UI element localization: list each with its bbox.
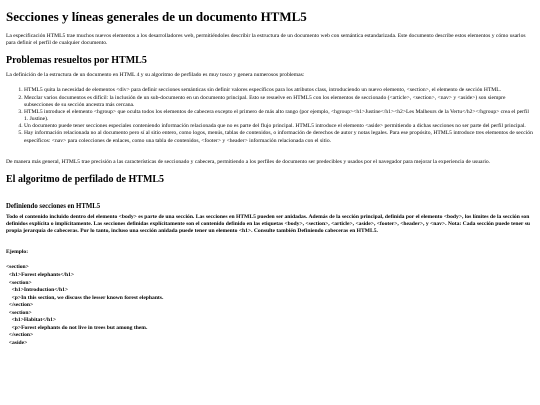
spacer <box>6 191 534 203</box>
example-label: Ejemplo: <box>6 249 29 256</box>
sections-body: Todo el contenido incluido dentro del elemento <body> es parte de una sección. Las secciones en HTML5 pueden ser anidadas. Además de la sección principal, definida por el elemento <body>, los límites de la sección son definidos explícita o implícitamente. Las secciones definidas explícitamente son el contenido definido en las etiquetas <body>, <section>, <article>, <aside>, <footer>, <header>, y <nav>. Nota: Cada sección puede tener su propia jerarquía de cabeceras. Por lo tanto, incluso una sección anidada puede tener un elemento <h1>. Consulte también Definiendo cabeceras en HTML5. <box>6 213 531 235</box>
list-item: 4. Un documento puede tener secciones especiales conteniendo información relacionada que no es parte del flujo principal. HTML5 introduce el elemento <aside> permitiendo a dichas secciones no ser parte del perfil principal. <box>24 123 534 130</box>
sections-subheading: Definiendo secciones en HTML5 <box>6 202 101 210</box>
intro-paragraph: La especificación HTML5 trae muchos nuevos elementos a los desarrolladores web, permitiéndoles describir la estructura de un documento web con semántica estandarizada. Este documento describe estos elementos y cómo usarlos para definir el perfil de cualquier documento. <box>6 32 526 47</box>
list-item: 2. Mezclar varios documentos es difícil: la inclusión de un sub-documento en un documento principal. Esto se resuelve en HTML5 con los elementos de seccionado (<article>, <section>, <nav> y <aside>) son siempre subsecciones de su sección ancestra más cercana. <box>24 95 534 109</box>
list-item: 5. Hay información relacionada no al documento pero sí al sitio entero, como logos, menús, tablas de contenidos, o información de derechos de autor y notas legales. Para ese propósito, HTML5 introduce tres elementos de sección específicos: <nav> para colecciones de enlaces, como una tabla de contenidos, <footer> y <header> información relacionada con el sitio. <box>24 130 534 144</box>
list-item: 1. HTML5 quita la necesidad de elementos <div> para definir secciones semánticas sin definir valores específicos para los atributos class, introduciendo un nuevo elemento, <section>, el elemento de sección HTML. <box>24 87 534 94</box>
code-example: <section> <h1>Forest elephants</h1> <section> <h1>Introduction</h1> <p>In this section, we discuss the lesser known forest elephants. </section> <section> <h1>Habitat</h1> <p>Forest elephants do not live in trees but among them. </section> <aside> <box>6 264 164 346</box>
list-item: 3. HTML5 introduce el elemento <hgroup> que oculta todos los elementos de cabecera excepto el primero de más alto rango (por ejemplo, <hgroup><h1>Justine</h1><h2>Les Malheurs de la Vertu</h2></hgroup> crea el perfil 1. Justine). <box>24 109 534 123</box>
problems-lead: La definición de la estructura de un documento en HTML 4 y su algoritmo de perfilado es muy tosco y genera numerosos problemas: <box>6 72 305 79</box>
page-title: Secciones y líneas generales de un documento HTML5 <box>6 9 307 24</box>
problems-heading: Problemas resueltos por HTML5 <box>6 55 147 67</box>
problems-list <box>6 87 534 144</box>
algorithm-heading: El algoritmo de perfilado de HTML5 <box>6 173 165 185</box>
problems-conclusion: De manera más general, HTML5 trae precisión a las características de seccionado y cabecera, permitiendo a los perfiles de documento ser predecibles y usados por el navegador para mejorar la experiencia de usuario. <box>6 158 491 165</box>
